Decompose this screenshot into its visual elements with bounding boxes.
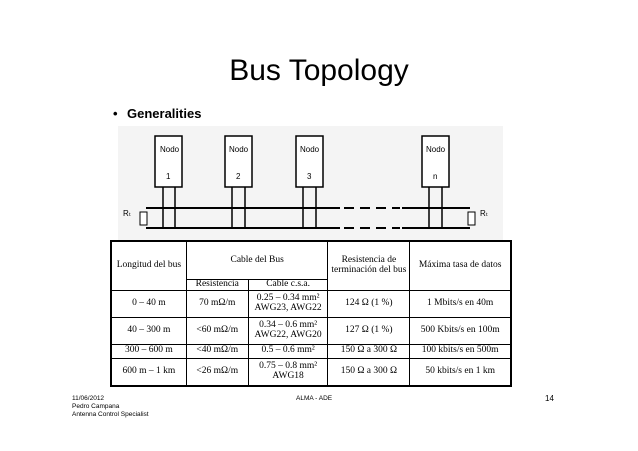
- node-name-1: Nodo: [160, 145, 180, 154]
- bullet-icon: •: [113, 106, 118, 121]
- bullet-item: [113, 106, 201, 121]
- cell-termination: 124 Ω (1 %): [328, 291, 410, 318]
- cell-rate: 100 kbits/s en 500m: [410, 344, 511, 358]
- cell-termination: 127 Ω (1 %): [328, 317, 410, 344]
- node-num-1: 1: [166, 172, 171, 181]
- footer-author: Pedro Campana: [72, 403, 120, 410]
- footer-left: [72, 395, 149, 419]
- node-num-n: n: [433, 172, 438, 181]
- subheader-resistance: Resistencia: [186, 280, 248, 291]
- cell-csa: [248, 317, 328, 344]
- node-num-3: 3: [307, 172, 312, 181]
- bullet-text: Generalities: [127, 106, 202, 121]
- cell-resistance: 70 mΩ/m: [186, 291, 248, 318]
- header-length: Longitud del bus: [112, 242, 187, 291]
- cell-csa: [248, 344, 328, 358]
- cell-csa-line1: 0.75 – 0.8 mm²: [259, 361, 318, 372]
- terminator-right-icon: [468, 212, 475, 225]
- terminator-right-label: Rₜ: [480, 209, 489, 218]
- cell-length: 600 m – 1 km: [112, 359, 187, 386]
- cell-length: 0 – 40 m: [112, 291, 187, 318]
- node-name-2: Nodo: [229, 145, 249, 154]
- footer-center: ALMA - ADE: [296, 395, 333, 402]
- cell-resistance: <60 mΩ/m: [186, 317, 248, 344]
- bus-spec-table: [111, 241, 511, 386]
- bus-spec-table-wrap: [110, 240, 512, 387]
- cell-csa-line1: 0.34 – 0.6 mm²: [259, 319, 318, 330]
- header-rate: Máxima tasa de datos: [410, 242, 511, 291]
- cell-resistance: <26 mΩ/m: [186, 359, 248, 386]
- bus-topology-diagram: [118, 126, 503, 244]
- cell-csa-line2: AWG18: [272, 371, 304, 381]
- cell-csa: [248, 359, 328, 386]
- cell-csa-line1: 0.5 – 0.6 mm²: [261, 345, 315, 356]
- table-row: [112, 317, 511, 344]
- subheader-csa: Cable c.s.a.: [248, 280, 328, 291]
- node-num-2: 2: [236, 172, 241, 181]
- header-cable: Cable del Bus: [186, 242, 328, 280]
- terminator-left-icon: [140, 212, 147, 225]
- node-name-3: Nodo: [300, 145, 320, 154]
- cell-csa: [248, 291, 328, 318]
- bus-diagram-svg: [118, 126, 503, 244]
- slide-title: Bus Topology: [229, 54, 409, 87]
- node-name-n: Nodo: [426, 145, 446, 154]
- cell-csa-line2: AWG23, AWG22: [254, 302, 322, 313]
- terminator-left-label: Rₜ: [123, 209, 132, 218]
- cell-length: 300 – 600 m: [112, 344, 187, 358]
- footer-date: 11/06/2012: [72, 395, 105, 402]
- cell-length: 40 – 300 m: [112, 317, 187, 344]
- cell-csa-line2: AWG22, AWG20: [254, 329, 322, 340]
- page-number: 14: [545, 394, 554, 403]
- table-row: [112, 344, 511, 358]
- cell-csa-line1: 0.25 – 0.34 mm²: [256, 293, 320, 303]
- cell-rate: 1 Mbits/s en 40m: [410, 291, 511, 318]
- cell-termination: 150 Ω a 300 Ω: [328, 344, 410, 358]
- cell-resistance: <40 mΩ/m: [186, 344, 248, 358]
- header-termination: Resistencia de terminación del bus: [328, 242, 410, 291]
- cell-rate: 500 Kbits/s en 100m: [410, 317, 511, 344]
- cell-termination: 150 Ω a 300 Ω: [328, 359, 410, 386]
- footer-role: Antenna Control Specialist: [72, 411, 149, 418]
- table-row: [112, 291, 511, 318]
- table-row: [112, 359, 511, 386]
- cell-rate: 50 kbits/s en 1 km: [410, 359, 511, 386]
